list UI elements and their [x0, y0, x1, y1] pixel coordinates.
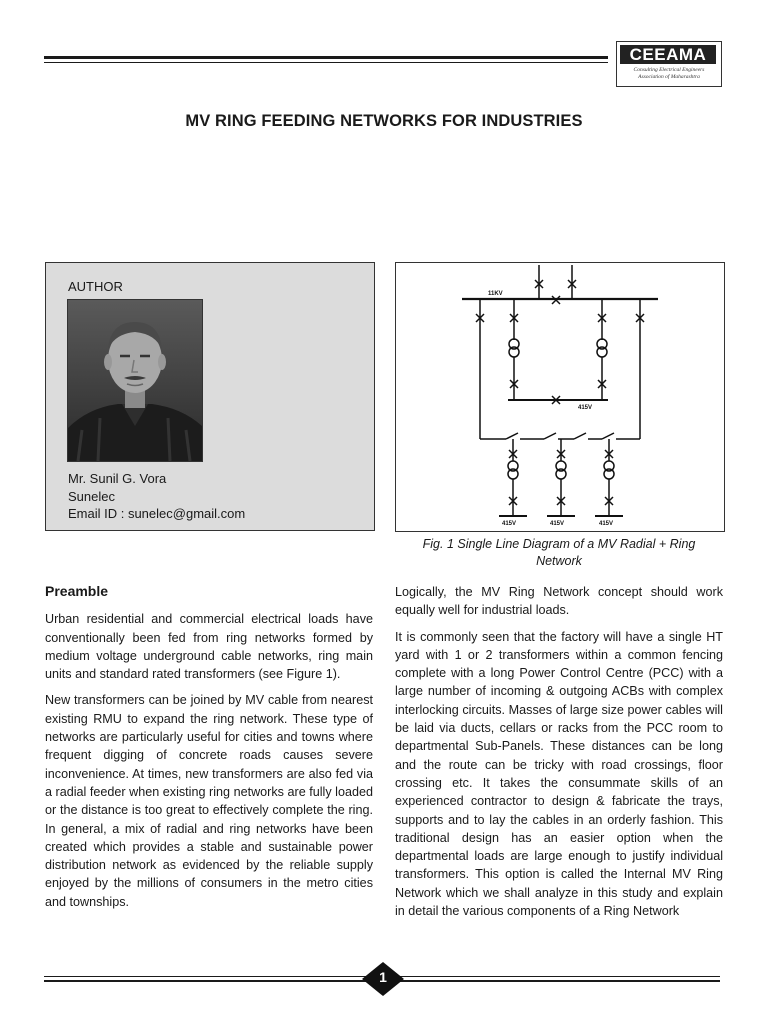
- label-11kv: 11KV: [488, 291, 503, 297]
- ceeama-logo: [616, 41, 722, 87]
- figure-caption: [398, 536, 720, 570]
- paragraph: Logically, the MV Ring Network concept should work equally well for industrial loads.: [395, 585, 723, 618]
- paragraph: It is commonly seen that the factory will have a single HT yard with 1 or 2 transformers within a common fencing complete with a long Power Control Centre (PCC) with a large number of incoming & outgoing ACBs with complex interlocking circuits. Masses of large size power cables will be laid via ducts, cellars or racks from the PCC room to departmental Sub-Panels. These distances can be long and the route can be tricky with road crossings, floor crossing etc. It takes the consummate skills of an experienced contractor to design & fabricate the trays, supports and to lay the cables in an orderly fashion. This traditional design has an easier option when the departmental loads are large enough to justify individual transformers. This option is called the Internal MV Ring Network which we shall analyze in this study and explain in detail the various components of a Ring Network: [395, 629, 723, 919]
- author-email: Email ID : sunelec@gmail.com: [68, 506, 246, 521]
- logo-subtitle-1: Consulting Electrical Engineers: [633, 67, 705, 73]
- label-415v-bus: 415V: [578, 405, 593, 411]
- label-415v-a: 415V: [502, 521, 517, 527]
- author-box: [45, 262, 375, 531]
- author-name: Mr. Sunil G. Vora: [68, 471, 167, 486]
- section-heading-preamble: Preamble: [45, 583, 109, 599]
- right-column: [395, 583, 723, 928]
- label-415v-b: 415V: [550, 521, 565, 527]
- caption-line-1: Fig. 1 Single Line Diagram of a MV Radial + Ring: [422, 537, 696, 551]
- label-415v-c: 415V: [599, 521, 614, 527]
- page-number: 1: [379, 969, 387, 985]
- author-company: Sunelec: [68, 488, 115, 504]
- author-label: AUTHOR: [68, 279, 123, 294]
- article-title: MV RING FEEDING NETWORKS FOR INDUSTRIES: [185, 112, 583, 130]
- paragraph: Urban residential and commercial electrical loads have conventionally been fed from ring networks formed by medium voltage underground cable networks, ring main units and standard rated transformers (see Figure 1).: [45, 612, 373, 682]
- left-column: [45, 582, 373, 919]
- single-line-diagram: [395, 262, 725, 532]
- author-photo: [67, 299, 203, 462]
- caption-line-2: Network: [536, 554, 582, 568]
- paragraph: New transformers can be joined by MV cable from nearest existing RMU to expand the ring network. These type of networks are particularly useful for cities and towns where frequent digging of concrete roads causes severe inconvenience. At times, new transformers are also fed via a radial feeder when existing ring networks are fully loaded or the distance is too great to effectively complete the ring. In general, a mix of radial and ring networks have been created which provides a stable and sustainable power distribution network as evidenced by the reliable supply enjoyed by the millions of consumers in the metro cities and townships.: [45, 693, 373, 909]
- header-rule-thin: [44, 62, 608, 63]
- logo-wordmark: CEEAMA: [620, 45, 716, 64]
- header-rule: [44, 56, 608, 59]
- logo-subtitle-2: Association of Maharashtra: [638, 74, 700, 80]
